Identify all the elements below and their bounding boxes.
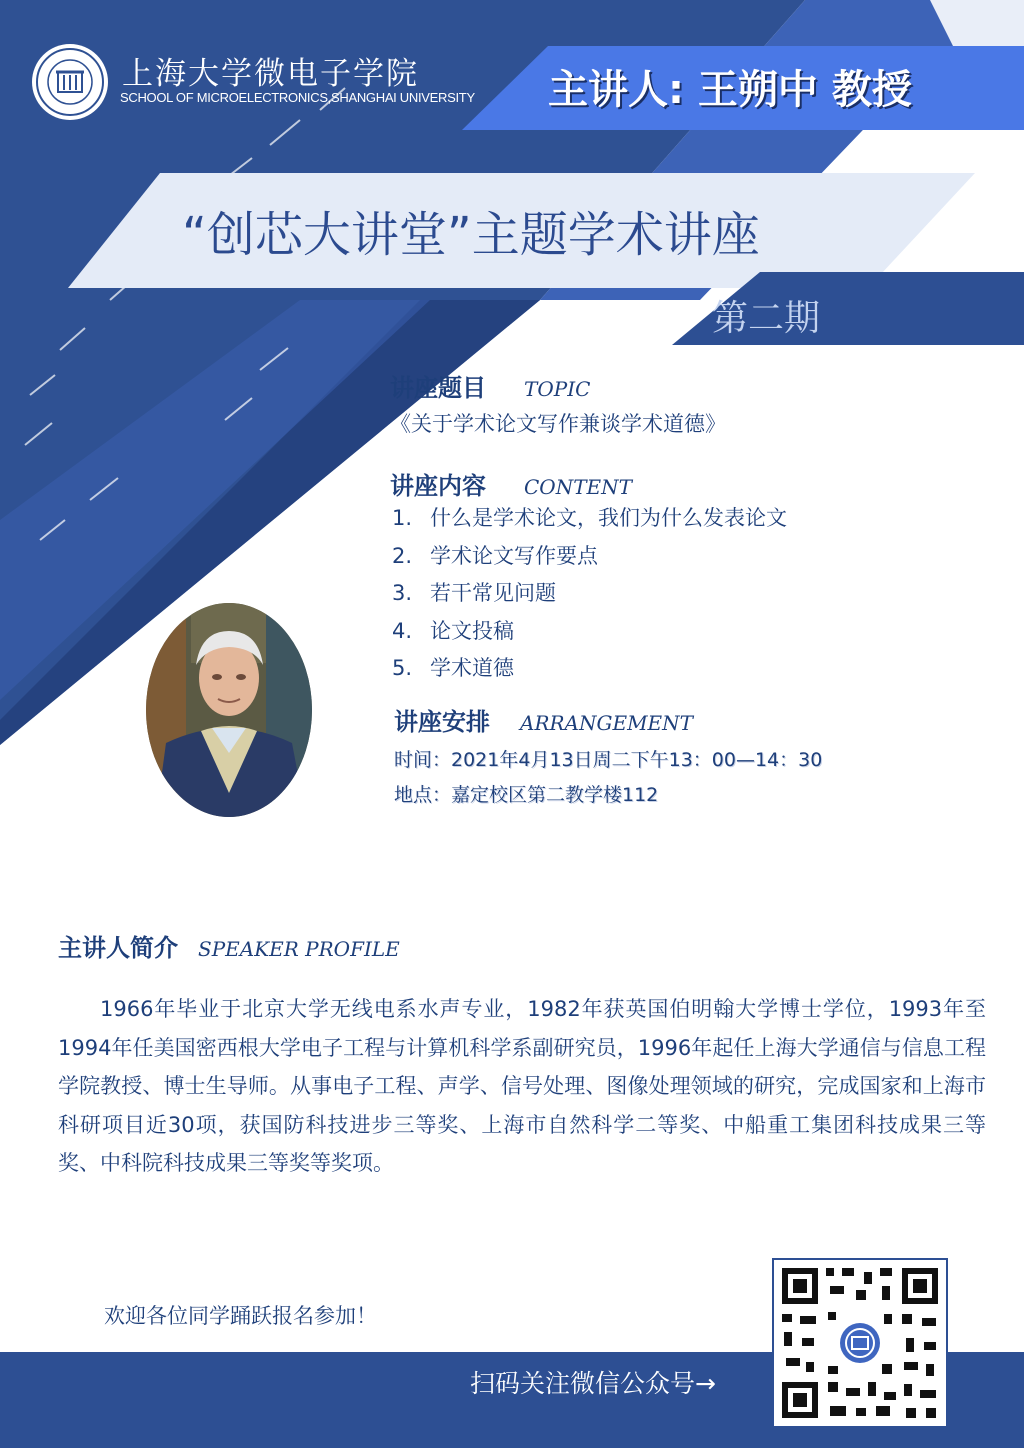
content-heading xyxy=(390,466,632,501)
topic-label-en: TOPIC xyxy=(524,377,591,401)
topic-label-cn: 讲座题目 xyxy=(390,374,486,402)
list-item: 2. 学术论文写作要点 xyxy=(392,543,598,568)
lecture-time: 时间：2021年4月13日周二下午13：00—14：30 xyxy=(394,749,823,771)
topic-text: 《关于学术论文写作兼谈学术道德》 xyxy=(390,412,726,436)
content-label-en: CONTENT xyxy=(524,475,632,499)
scan-prompt: 扫码关注微信公众号→ xyxy=(470,1369,716,1398)
list-item: 5. 学术道德 xyxy=(392,656,514,680)
arrangement-heading xyxy=(394,702,693,737)
arrangement-label-cn: 讲座安排 xyxy=(394,708,490,736)
list-item: 3. 若干常见问题 xyxy=(392,581,556,605)
content-list xyxy=(392,500,787,688)
school-name-cn: 上海大学微电子学院 xyxy=(122,56,419,92)
lecture-place: 地点：嘉定校区第二教学楼112 xyxy=(394,784,659,806)
school-name-en: SCHOOL OF MICROELECTRONICS,SHANGHAI UNIVERSITY xyxy=(120,90,475,105)
speaker-banner: 主讲人: 王朔中 教授 xyxy=(548,67,912,113)
speaker-portrait xyxy=(146,603,312,817)
topic-heading xyxy=(390,368,590,403)
profile-text: 1966年毕业于北京大学无线电系水声专业，1982年获英国伯明翰大学博士学位，1993年至1994年任美国密西根大学电子工程与计算机科学系副研究员，1996年起任上海大学通信与信息工程学院教授、博士生导师。从事电子工程、声学、信号处理、图像处理领域的研究，完成国家和上海市科研项目近30项，获国防科技进步三等奖、上海市自然科学二等奖、中船重工集团科技成果三等奖、中科院科技成果三等奖等奖项。 xyxy=(58,997,986,1175)
profile-label-cn: 主讲人简介 xyxy=(58,934,178,962)
list-item: 1. 什么是学术论文，我们为什么发表论文 xyxy=(392,506,787,530)
lecture-series-title: “创芯大讲堂”主题学术讲座 xyxy=(182,207,760,263)
issue-number: 第二期 xyxy=(712,298,821,339)
content-label-cn: 讲座内容 xyxy=(390,472,486,500)
welcome-message: 欢迎各位同学踊跃报名参加！ xyxy=(104,1304,377,1328)
list-item: 4. 论文投稿 xyxy=(392,618,514,643)
profile-label-en: SPEAKER PROFILE xyxy=(198,937,400,961)
profile-heading xyxy=(58,928,400,963)
wechat-qr-code[interactable] xyxy=(772,1258,948,1428)
arrangement-label-en: ARRANGEMENT xyxy=(520,711,693,735)
school-logo xyxy=(30,42,110,122)
